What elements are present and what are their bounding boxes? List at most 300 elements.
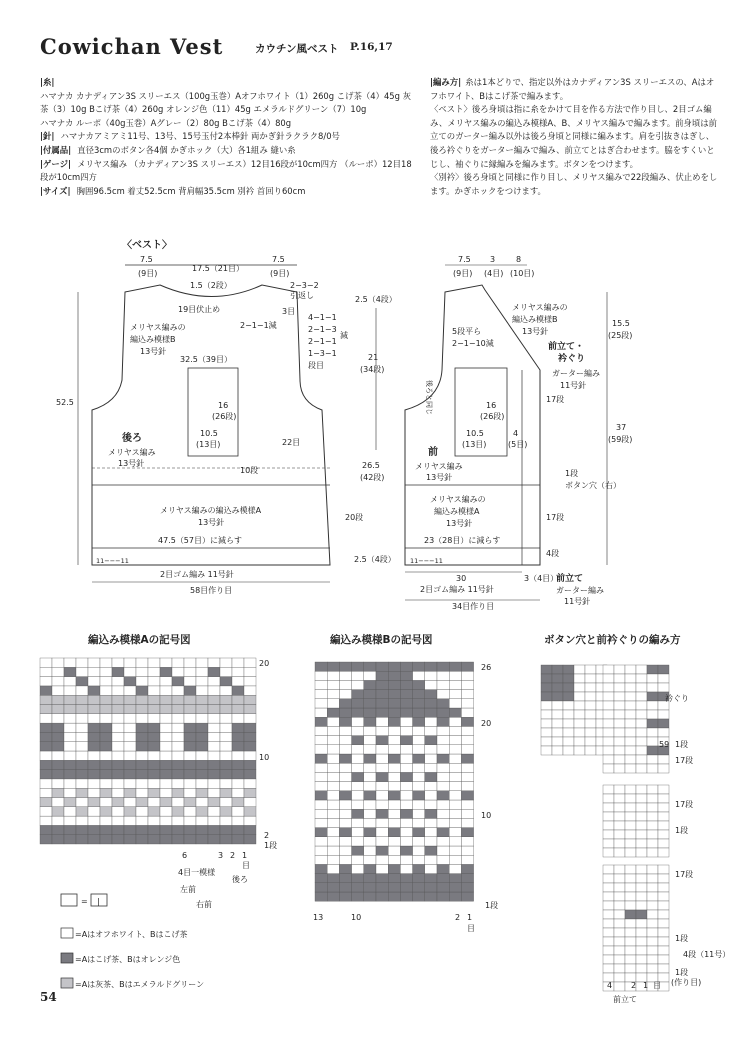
chart-cell	[636, 812, 647, 821]
chart-cell	[339, 782, 351, 791]
chart-cell	[364, 874, 376, 883]
chart-cell	[148, 779, 160, 788]
chart-c-grid	[541, 665, 669, 991]
chart-cell	[449, 726, 461, 735]
chart-cell	[614, 910, 625, 919]
chart-cell	[172, 742, 184, 751]
chart-cell	[76, 760, 88, 769]
chart-cell	[437, 809, 449, 818]
chart-cell	[364, 708, 376, 717]
chart-cell	[339, 828, 351, 837]
vest-heading: 〈ベスト〉	[122, 240, 172, 251]
chart-cell	[614, 982, 625, 991]
back-sub-1: メリヤス編み	[108, 448, 156, 457]
front-dim-8: 8	[516, 255, 522, 264]
chart-a-col-2: 2	[230, 851, 236, 860]
chart-cell	[339, 736, 351, 745]
chart-cell	[400, 837, 412, 846]
legend-eq: =	[81, 897, 88, 906]
chart-cell	[449, 736, 461, 745]
chart-cell	[449, 800, 461, 809]
chart-cell	[614, 865, 625, 874]
chart-cell	[196, 658, 208, 667]
chart-cell	[76, 779, 88, 788]
chart-cell	[160, 705, 172, 714]
chart-cell	[376, 864, 388, 873]
chart-cell	[614, 746, 625, 755]
chart-cell	[563, 719, 574, 728]
chart-cell	[636, 883, 647, 892]
needle-text: ハマナカアミアミ11号、13号、15号玉付2本棒針 両かぎ針ラクラク8/0号	[60, 131, 340, 142]
chart-cell	[196, 742, 208, 751]
chart-cell	[636, 683, 647, 692]
chart-cell	[196, 677, 208, 686]
chart-cell	[400, 680, 412, 689]
chart-cell	[647, 764, 658, 773]
chart-cell	[327, 736, 339, 745]
chart-cell	[625, 919, 636, 928]
chart-cell	[425, 680, 437, 689]
chart-cell	[636, 794, 647, 803]
chart-cell	[625, 928, 636, 937]
chart-cell	[184, 779, 196, 788]
chart-cell	[208, 770, 220, 779]
chart-cell	[100, 788, 112, 797]
chart-cell	[112, 788, 124, 797]
chart-cell	[112, 658, 124, 667]
chart-cell	[614, 710, 625, 719]
chart-cell	[136, 816, 148, 825]
chart-cell	[232, 723, 244, 732]
chart-cell	[136, 686, 148, 695]
chart-cell	[352, 745, 364, 754]
chart-cell	[400, 726, 412, 735]
chart-cell	[413, 874, 425, 883]
front-rib-label: 2目ゴム編み 11号針	[420, 585, 494, 594]
chart-cell	[136, 825, 148, 834]
chart-cell	[184, 667, 196, 676]
chart-cell	[636, 821, 647, 830]
chart-cell	[88, 760, 100, 769]
chart-cell	[208, 760, 220, 769]
chart-cell	[100, 798, 112, 807]
chart-cell	[88, 732, 100, 741]
chart-cell	[614, 683, 625, 692]
chart-cell	[388, 708, 400, 717]
chart-cell	[614, 937, 625, 946]
chart-cell	[339, 690, 351, 699]
chart-cell	[148, 835, 160, 844]
chart-b-col-10: 10	[351, 913, 362, 922]
chart-cell	[364, 864, 376, 873]
chart-cell	[352, 699, 364, 708]
chart-cell	[603, 755, 614, 764]
chart-cell	[232, 835, 244, 844]
chart-cell	[160, 760, 172, 769]
chart-cell	[603, 737, 614, 746]
back-armhole-dec-4: 1−3−1	[308, 349, 337, 358]
chart-cell	[220, 732, 232, 741]
chart-cell	[327, 855, 339, 864]
chart-cell	[647, 883, 658, 892]
chart-cell	[208, 788, 220, 797]
chart-cell	[220, 770, 232, 779]
chart-cell	[376, 818, 388, 827]
chart-cell	[461, 892, 473, 901]
chart-cell	[625, 794, 636, 803]
chart-cell	[376, 772, 388, 781]
chart-cell	[614, 803, 625, 812]
mid-h21: 21	[368, 353, 379, 362]
chart-cell	[574, 710, 585, 719]
chart-cell	[437, 754, 449, 763]
chart-cell	[437, 763, 449, 772]
chart-cell	[552, 665, 563, 674]
chart-cell	[425, 726, 437, 735]
chart-cell	[636, 737, 647, 746]
chart-cell	[160, 723, 172, 732]
back-row-10: 10段	[240, 466, 259, 475]
chart-cell	[315, 754, 327, 763]
chart-cell	[636, 764, 647, 773]
chart-cell	[425, 782, 437, 791]
chart-cell	[112, 770, 124, 779]
chart-cell	[64, 835, 76, 844]
chart-cell	[136, 760, 148, 769]
chart-cell	[603, 964, 614, 973]
chart-cell	[376, 855, 388, 864]
chart-cell	[148, 807, 160, 816]
chart-cell	[614, 874, 625, 883]
chart-cell	[636, 785, 647, 794]
chart-cell	[388, 874, 400, 883]
chart-cell	[315, 828, 327, 837]
chart-cell	[52, 658, 64, 667]
chart-cell	[658, 964, 669, 973]
chart-cell	[625, 746, 636, 755]
chart-cell	[220, 779, 232, 788]
chart-cell	[625, 701, 636, 710]
chart-cell	[220, 788, 232, 797]
chart-cell	[603, 785, 614, 794]
chart-cell	[232, 760, 244, 769]
chart-cell	[315, 782, 327, 791]
chart-cell	[184, 835, 196, 844]
front-st-4: (4目)	[484, 269, 504, 278]
chart-c-row-17c: 17段	[675, 870, 694, 879]
chart-cell	[40, 835, 52, 844]
chart-cell	[647, 848, 658, 857]
chart-cell	[352, 809, 364, 818]
chart-cell	[232, 677, 244, 686]
chart-cell	[196, 825, 208, 834]
chart-cell	[625, 737, 636, 746]
chart-cell	[413, 828, 425, 837]
chart-cell	[563, 683, 574, 692]
chart-cell	[184, 751, 196, 760]
chart-cell	[658, 665, 669, 674]
chart-cell	[208, 686, 220, 695]
chart-cell	[449, 708, 461, 717]
chart-cell	[388, 671, 400, 680]
front-h-15-5: 15.5	[612, 319, 630, 328]
chart-cell	[76, 677, 88, 686]
chart-cell	[184, 816, 196, 825]
chart-cell	[76, 807, 88, 816]
chart-cell	[614, 692, 625, 701]
chart-cell	[603, 928, 614, 937]
chart-cell	[339, 800, 351, 809]
chart-cell	[658, 946, 669, 955]
back-armhole-dec-3: 2−1−1	[308, 337, 337, 346]
chart-cell	[658, 764, 669, 773]
chart-cell	[614, 785, 625, 794]
chart-cell	[124, 798, 136, 807]
chart-cell	[647, 955, 658, 964]
chart-cell	[339, 717, 351, 726]
chart-cell	[352, 800, 364, 809]
back-shoulder-dec: 2−3−2	[290, 281, 319, 290]
chart-cell	[112, 667, 124, 676]
chart-cell	[160, 798, 172, 807]
chart-cell	[88, 779, 100, 788]
legend	[55, 890, 295, 1000]
chart-cell	[364, 671, 376, 680]
back-dim-shoulder-r: 7.5	[272, 255, 285, 264]
chart-cell	[208, 751, 220, 760]
chart-cell	[315, 855, 327, 864]
chart-c-row-59: 59	[659, 740, 670, 749]
chart-cell	[76, 751, 88, 760]
back-side-3: 3目	[282, 307, 296, 316]
chart-cell	[100, 658, 112, 667]
chart-cell	[196, 779, 208, 788]
chart-cell	[352, 828, 364, 837]
chart-cell	[461, 837, 473, 846]
chart-cell	[352, 736, 364, 745]
chart-cell	[437, 828, 449, 837]
chart-cell	[220, 723, 232, 732]
chart-cell	[184, 807, 196, 816]
chart-cell	[64, 816, 76, 825]
chart-cell	[339, 745, 351, 754]
chart-cell	[52, 732, 64, 741]
chart-cell	[413, 717, 425, 726]
chart-cell	[64, 798, 76, 807]
chart-cell	[603, 830, 614, 839]
chart-cell	[148, 686, 160, 695]
chart-cell	[376, 846, 388, 855]
chart-cell	[40, 723, 52, 732]
chart-cell	[315, 690, 327, 699]
chart-cell	[461, 828, 473, 837]
chart-cell	[658, 955, 669, 964]
chart-cell	[220, 751, 232, 760]
chart-cell	[388, 818, 400, 827]
chart-cell	[184, 714, 196, 723]
back-patt-h: 16	[218, 401, 229, 410]
chart-cell	[376, 717, 388, 726]
chart-cell	[364, 745, 376, 754]
chart-cell	[88, 658, 100, 667]
chart-cell	[388, 662, 400, 671]
chart-cell	[603, 883, 614, 892]
chart-cell	[184, 705, 196, 714]
chart-cell	[647, 785, 658, 794]
chart-cell	[160, 835, 172, 844]
chart-cell	[184, 677, 196, 686]
chart-cell	[647, 919, 658, 928]
chart-cell	[585, 701, 596, 710]
back-armhole-bo: 段目	[308, 361, 324, 370]
chart-cell	[625, 803, 636, 812]
chart-cell	[327, 680, 339, 689]
chart-cell	[400, 763, 412, 772]
chart-cell	[124, 705, 136, 714]
chart-cell	[220, 714, 232, 723]
chart-cell	[425, 846, 437, 855]
chart-cell	[100, 686, 112, 695]
chart-cell	[388, 855, 400, 864]
chart-cell	[327, 791, 339, 800]
chart-cell	[124, 686, 136, 695]
yarn-label: |糸|	[40, 77, 55, 87]
chart-cell	[658, 892, 669, 901]
chart-cell	[124, 779, 136, 788]
chart-cell	[574, 683, 585, 692]
chart-cell	[327, 883, 339, 892]
chart-cell	[425, 745, 437, 754]
chart-cell	[327, 809, 339, 818]
chart-cell	[196, 732, 208, 741]
chart-cell	[244, 825, 256, 834]
chart-cell	[124, 760, 136, 769]
chart-cell	[244, 835, 256, 844]
chart-cell	[40, 742, 52, 751]
chart-cell	[40, 807, 52, 816]
chart-cell	[220, 695, 232, 704]
chart-cell	[40, 686, 52, 695]
chart-cell	[196, 751, 208, 760]
chart-cell	[636, 710, 647, 719]
chart-cell	[40, 760, 52, 769]
chart-cell	[112, 835, 124, 844]
chart-cell	[112, 705, 124, 714]
chart-cell	[220, 667, 232, 676]
method-label: |編み方|	[430, 77, 462, 87]
chart-cell	[88, 788, 100, 797]
chart-cell	[658, 674, 669, 683]
legend-knit-symbol: |	[97, 897, 100, 906]
chart-cell	[112, 751, 124, 760]
chart-cell	[136, 658, 148, 667]
chart-cell	[172, 695, 184, 704]
front-width-4: 4	[513, 429, 519, 438]
front-dim-7-5: 7.5	[458, 255, 471, 264]
chart-cell	[64, 705, 76, 714]
chart-cell	[461, 772, 473, 781]
back-armhole-dec-2: 2−1−3	[308, 325, 337, 334]
legend-white-swatch	[61, 928, 73, 938]
chart-cell	[124, 723, 136, 732]
chart-cell	[413, 800, 425, 809]
chart-cell	[552, 674, 563, 683]
chart-cell	[400, 772, 412, 781]
chart-cell	[400, 818, 412, 827]
chart-cell	[658, 812, 669, 821]
front-rows-17b: 17段	[546, 513, 565, 522]
chart-cell	[461, 717, 473, 726]
chart-cell	[437, 883, 449, 892]
chart-cell	[148, 667, 160, 676]
chart-cell	[625, 764, 636, 773]
chart-cell	[413, 809, 425, 818]
chart-cell	[160, 732, 172, 741]
chart-cell	[160, 779, 172, 788]
chart-cell	[552, 710, 563, 719]
vest-schematic	[0, 230, 750, 620]
size-label: |サイズ|	[40, 185, 71, 196]
chart-cell	[208, 816, 220, 825]
chart-cell	[52, 686, 64, 695]
chart-cell	[388, 800, 400, 809]
chart-b-row-20: 20	[481, 719, 492, 728]
chart-cell	[413, 708, 425, 717]
chart-cell	[339, 809, 351, 818]
chart-a-back: 後ろ	[232, 875, 248, 884]
chart-cell	[184, 732, 196, 741]
mid-h21-st: (34段)	[360, 365, 385, 374]
chart-cell	[541, 674, 552, 683]
front-h-37: 37	[616, 423, 627, 432]
chart-cell	[437, 736, 449, 745]
chart-cell	[220, 835, 232, 844]
chart-cell	[184, 742, 196, 751]
chart-cell	[76, 686, 88, 695]
chart-cell	[76, 770, 88, 779]
chart-cell	[352, 818, 364, 827]
gauge-text: メリヤス編み （カナディアン3S スリーエス）12目16段が10cm四方 （ルーポ）12目18段が10cm四方	[40, 158, 412, 183]
chart-cell	[376, 745, 388, 754]
chart-cell	[244, 742, 256, 751]
chart-cell	[413, 855, 425, 864]
chart-cell	[136, 770, 148, 779]
chart-cell	[388, 736, 400, 745]
chart-a-col-1: 1	[242, 851, 248, 860]
chart-cell	[437, 818, 449, 827]
band2-sub-1: ガーター編み	[556, 586, 604, 595]
back-label: 後ろ	[122, 433, 142, 444]
chart-cell	[220, 807, 232, 816]
chart-cell	[413, 782, 425, 791]
chart-cell	[244, 695, 256, 704]
chart-cell	[352, 754, 364, 763]
chart-cell	[136, 742, 148, 751]
chart-cell	[603, 892, 614, 901]
chart-cell	[437, 874, 449, 883]
chart-cell	[172, 732, 184, 741]
chart-cell	[208, 807, 220, 816]
chart-cell	[461, 745, 473, 754]
chart-cell	[425, 699, 437, 708]
chart-cell	[327, 662, 339, 671]
chart-cell	[52, 760, 64, 769]
chart-cell	[76, 835, 88, 844]
chart-cell	[400, 864, 412, 873]
chart-cell	[614, 737, 625, 746]
back-sub-2: 13号針	[118, 459, 145, 468]
chart-cell	[647, 946, 658, 955]
